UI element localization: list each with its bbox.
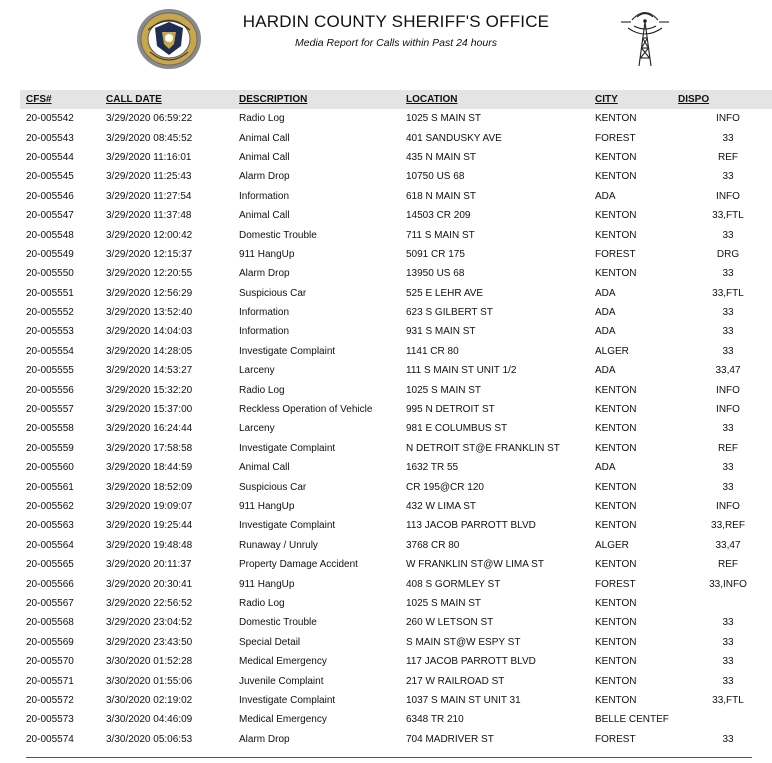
column-header-location: LOCATION xyxy=(406,94,458,105)
location-cell: 435 N MAIN ST xyxy=(406,151,477,163)
description-cell: Property Damage Accident xyxy=(239,559,358,571)
table-row xyxy=(20,284,772,303)
description-cell: Information xyxy=(239,326,290,338)
city-cell: KENTON xyxy=(595,210,637,222)
location-cell: 111 S MAIN ST UNIT 1/2 xyxy=(406,365,517,377)
cfs-cell: 20-005549 xyxy=(26,248,74,260)
dispo-cell: REF xyxy=(718,151,738,163)
description-cell: Animal Call xyxy=(239,151,290,163)
description-cell: Reckless Operation of Vehicle xyxy=(239,404,373,416)
city-cell: KENTON xyxy=(595,617,637,629)
call-date-cell: 3/29/2020 17:58:58 xyxy=(106,442,193,454)
city-cell: KENTON xyxy=(595,636,637,648)
cfs-cell: 20-005573 xyxy=(26,714,74,726)
table-row xyxy=(20,264,772,283)
location-cell: 711 S MAIN ST xyxy=(406,229,475,241)
call-date-cell: 3/29/2020 14:28:05 xyxy=(106,345,193,357)
call-date-cell: 3/29/2020 14:04:03 xyxy=(106,326,193,338)
table-row xyxy=(20,691,772,710)
table-row xyxy=(20,380,772,399)
description-cell: 911 HangUp xyxy=(239,501,295,512)
call-date-cell: 3/29/2020 08:45:52 xyxy=(106,132,193,144)
report-title: HARDIN COUNTY SHERIFF'S OFFICE xyxy=(242,12,550,31)
call-date-cell: 3/30/2020 02:19:02 xyxy=(106,694,193,706)
dispo-cell xyxy=(678,710,772,729)
city-cell: KENTON xyxy=(595,423,637,435)
description-cell: Investigate Complaint xyxy=(239,694,336,706)
city-cell: KENTON xyxy=(595,113,637,125)
call-date-cell: 3/29/2020 11:27:54 xyxy=(106,190,192,202)
dispo-cell: 33 xyxy=(722,171,734,183)
description-cell: Radio Log xyxy=(239,597,285,609)
cfs-cell: 20-005571 xyxy=(26,675,74,687)
table-row xyxy=(20,206,772,225)
dispo-cell: INFO xyxy=(716,190,740,202)
description-cell: 911 HangUp xyxy=(239,578,295,590)
calls-table xyxy=(20,90,772,749)
city-cell: KENTON xyxy=(595,559,637,571)
dispo-cell: 33 xyxy=(722,326,734,338)
cfs-cell: 20-005556 xyxy=(26,384,74,396)
city-cell: FOREST xyxy=(595,733,636,745)
description-cell: Information xyxy=(239,190,290,202)
city-cell: KENTON xyxy=(595,384,637,396)
location-cell: CR 195@CR 120 xyxy=(406,481,484,493)
city-cell: KENTON xyxy=(595,404,637,416)
dispo-cell: 33 xyxy=(722,656,734,668)
city-cell: KENTON xyxy=(595,171,637,183)
cfs-cell: 20-005565 xyxy=(26,559,74,571)
table-row xyxy=(20,225,772,244)
column-header-description: DESCRIPTION xyxy=(239,94,308,105)
dispo-cell: 33 xyxy=(722,733,734,745)
location-cell: 13950 US 68 xyxy=(406,268,465,280)
city-cell: ADA xyxy=(595,326,616,338)
table-row xyxy=(20,594,772,613)
table-row xyxy=(20,109,772,128)
location-cell: 10750 US 68 xyxy=(406,171,465,183)
call-date-cell: 3/29/2020 16:24:44 xyxy=(106,423,193,435)
location-cell: 1025 S MAIN ST xyxy=(406,113,482,125)
dispo-cell: REF xyxy=(718,559,738,571)
cfs-cell: 20-005569 xyxy=(26,636,74,648)
dispo-cell: 33 xyxy=(722,636,734,648)
cfs-cell: 20-005559 xyxy=(26,442,74,454)
description-cell: Suspicious Car xyxy=(239,481,307,493)
column-header-cfs: CFS# xyxy=(26,94,52,105)
table-row xyxy=(20,516,772,535)
dispo-cell: REF xyxy=(718,442,738,454)
description-cell: Alarm Drop xyxy=(239,733,290,745)
cfs-cell: 20-005547 xyxy=(26,210,74,222)
location-cell: 113 JACOB PARROTT BLVD xyxy=(406,520,536,532)
cfs-cell: 20-005566 xyxy=(26,578,74,590)
location-cell: 981 E COLUMBUS ST xyxy=(406,423,508,435)
city-cell: KENTON xyxy=(595,520,637,532)
cfs-cell: 20-005553 xyxy=(26,326,74,338)
city-cell: ADA xyxy=(595,287,616,299)
description-cell: Investigate Complaint xyxy=(239,442,336,454)
description-cell: Animal Call xyxy=(239,132,290,144)
location-cell: 704 MADRIVER ST xyxy=(406,733,494,745)
cfs-cell: 20-005555 xyxy=(26,365,74,377)
call-date-cell: 3/29/2020 12:15:37 xyxy=(106,248,193,260)
location-cell: 260 W LETSON ST xyxy=(406,617,494,629)
description-cell: Domestic Trouble xyxy=(239,229,317,241)
table-row xyxy=(20,613,772,632)
cfs-cell: 20-005550 xyxy=(26,268,74,280)
table-row xyxy=(20,400,772,419)
location-cell: 1025 S MAIN ST xyxy=(406,597,482,609)
dispo-cell: 33 xyxy=(722,423,734,435)
call-date-cell: 3/29/2020 23:43:50 xyxy=(106,636,193,648)
table-row xyxy=(20,671,772,690)
table-row xyxy=(20,536,772,555)
call-date-cell: 3/30/2020 01:52:28 xyxy=(106,656,193,668)
dispo-cell xyxy=(678,594,772,613)
table-row xyxy=(20,458,772,477)
dispo-cell: INFO xyxy=(716,113,740,125)
table-row xyxy=(20,439,772,458)
description-cell: Radio Log xyxy=(239,113,285,125)
description-cell: Larceny xyxy=(239,365,275,377)
cfs-cell: 20-005545 xyxy=(26,171,74,183)
call-date-cell: 3/29/2020 19:48:48 xyxy=(106,539,193,551)
description-cell: Information xyxy=(239,307,290,319)
table-row xyxy=(20,555,772,574)
cfs-cell: 20-005544 xyxy=(26,151,74,163)
description-cell: Suspicious Car xyxy=(239,287,307,299)
cfs-cell: 20-005557 xyxy=(26,404,74,416)
table-row xyxy=(20,187,772,206)
dispo-cell: 33,REF xyxy=(711,520,745,532)
table-row xyxy=(20,633,772,652)
description-cell: Radio Log xyxy=(239,384,285,396)
table-row xyxy=(20,322,772,341)
location-cell: 14503 CR 209 xyxy=(406,210,471,222)
city-cell: KENTON xyxy=(595,268,637,280)
dispo-cell: 33 xyxy=(722,268,734,280)
location-cell: 408 S GORMLEY ST xyxy=(406,578,501,590)
city-cell: KENTON xyxy=(595,229,637,241)
description-cell: Larceny xyxy=(239,423,275,435)
location-cell: 401 SANDUSKY AVE xyxy=(406,132,502,144)
description-cell: Investigate Complaint xyxy=(239,520,336,532)
call-date-cell: 3/29/2020 19:09:07 xyxy=(106,501,193,512)
call-date-cell: 3/29/2020 12:56:29 xyxy=(106,287,193,299)
cfs-cell: 20-005562 xyxy=(26,501,74,512)
location-cell: 1037 S MAIN ST UNIT 31 xyxy=(406,694,521,706)
dispo-cell: 33,FTL xyxy=(712,694,744,706)
report-subtitle: Media Report for Calls within Past 24 hours xyxy=(295,37,497,49)
city-cell: ALGER xyxy=(595,345,629,357)
dispo-cell: INFO xyxy=(716,501,740,512)
description-cell: 911 HangUp xyxy=(239,248,295,260)
dispo-cell: INFO xyxy=(716,404,740,416)
city-cell: ALGER xyxy=(595,539,629,551)
dispo-cell: 33,INFO xyxy=(709,578,747,590)
call-date-cell: 3/29/2020 06:59:22 xyxy=(106,113,193,125)
city-cell: KENTON xyxy=(595,151,637,163)
cfs-cell: 20-005548 xyxy=(26,229,74,241)
call-date-cell: 3/29/2020 11:37:48 xyxy=(106,210,192,222)
city-cell: ADA xyxy=(595,190,616,202)
description-cell: Special Detail xyxy=(239,636,301,648)
table-row xyxy=(20,342,772,361)
table-row xyxy=(20,148,772,167)
call-date-cell: 3/29/2020 19:25:44 xyxy=(106,520,193,532)
cfs-cell: 20-005570 xyxy=(26,656,74,668)
call-date-cell: 3/29/2020 12:00:42 xyxy=(106,229,193,241)
table-row xyxy=(20,477,772,496)
city-cell: KENTON xyxy=(595,501,637,512)
description-cell: Alarm Drop xyxy=(239,171,290,183)
call-date-cell: 3/29/2020 15:32:20 xyxy=(106,384,193,396)
dispo-cell: 33 xyxy=(722,481,734,493)
call-date-cell: 3/29/2020 22:56:52 xyxy=(106,597,193,609)
location-cell: 217 W RAILROAD ST xyxy=(406,675,505,687)
cfs-cell: 20-005558 xyxy=(26,423,74,435)
table-row xyxy=(20,730,772,749)
description-cell: Juvenile Complaint xyxy=(239,675,324,687)
city-cell: FOREST xyxy=(595,578,636,590)
city-cell: ADA xyxy=(595,307,616,319)
footer-rule xyxy=(26,757,752,758)
city-cell: KENTON xyxy=(595,442,637,454)
dispo-cell: 33 xyxy=(722,345,734,357)
city-cell: KENTON xyxy=(595,481,637,493)
location-cell: N DETROIT ST@E FRANKLIN ST xyxy=(406,442,560,454)
cfs-cell: 20-005551 xyxy=(26,287,74,299)
dispo-cell: INFO xyxy=(716,384,740,396)
description-cell: Domestic Trouble xyxy=(239,617,317,629)
description-cell: Animal Call xyxy=(239,210,290,222)
location-cell: W FRANKLIN ST@W LIMA ST xyxy=(406,559,544,571)
dispo-cell: 33 xyxy=(722,307,734,319)
location-cell: 117 JACOB PARROTT BLVD xyxy=(406,656,536,668)
dispo-cell: 33 xyxy=(722,617,734,629)
city-cell: BELLE CENTEF xyxy=(595,714,669,726)
call-date-cell: 3/30/2020 05:06:53 xyxy=(106,733,193,745)
location-cell: 1632 TR 55 xyxy=(406,462,459,474)
table-header-row xyxy=(20,90,772,109)
city-cell: FOREST xyxy=(595,132,636,144)
call-date-cell: 3/30/2020 04:46:09 xyxy=(106,714,193,726)
call-date-cell: 3/29/2020 15:37:00 xyxy=(106,404,193,416)
city-cell: KENTON xyxy=(595,675,637,687)
cfs-cell: 20-005542 xyxy=(26,113,74,125)
call-date-cell: 3/29/2020 20:30:41 xyxy=(106,578,193,590)
table-row xyxy=(20,710,772,729)
dispo-cell: 33,47 xyxy=(715,365,741,377)
call-date-cell: 3/29/2020 13:52:40 xyxy=(106,307,193,319)
city-cell: KENTON xyxy=(595,694,637,706)
location-cell: 6348 TR 210 xyxy=(406,714,464,726)
description-cell: Investigate Complaint xyxy=(239,345,336,357)
city-cell: ADA xyxy=(595,365,616,377)
column-header-dispo: DISPO xyxy=(678,94,710,105)
table-row xyxy=(20,245,772,264)
city-cell: ADA xyxy=(595,462,616,474)
location-cell: 623 S GILBERT ST xyxy=(406,307,493,319)
call-date-cell: 3/29/2020 18:44:59 xyxy=(106,462,193,474)
dispo-cell: 33,47 xyxy=(715,539,741,551)
description-cell: Medical Emergency xyxy=(239,656,327,668)
dispo-cell: DRG xyxy=(716,248,740,260)
location-cell: 931 S MAIN ST xyxy=(406,326,476,338)
cfs-cell: 20-005567 xyxy=(26,597,74,609)
table-row xyxy=(20,652,772,671)
column-header-city: CITY xyxy=(595,94,618,105)
cfs-cell: 20-005564 xyxy=(26,539,74,551)
location-cell: 1025 S MAIN ST xyxy=(406,384,482,396)
dispo-cell: 33 xyxy=(722,229,734,241)
location-cell: 995 N DETROIT ST xyxy=(406,404,495,416)
dispo-cell: 33,FTL xyxy=(712,210,744,222)
cfs-cell: 20-005572 xyxy=(26,694,74,706)
dispo-cell: 33 xyxy=(722,462,734,474)
table-row xyxy=(20,574,772,593)
call-date-cell: 3/29/2020 23:04:52 xyxy=(106,617,193,629)
cfs-cell: 20-005563 xyxy=(26,520,74,532)
dispo-cell: 33 xyxy=(722,675,734,687)
dispo-cell: 33 xyxy=(722,132,734,144)
description-cell: Alarm Drop xyxy=(239,268,290,280)
cfs-cell: 20-005552 xyxy=(26,307,74,319)
location-cell: 618 N MAIN ST xyxy=(406,190,477,202)
dispo-cell: 33,FTL xyxy=(712,287,744,299)
call-date-cell: 3/29/2020 11:25:43 xyxy=(106,171,192,183)
location-cell: 1141 CR 80 xyxy=(406,345,459,357)
call-date-cell: 3/29/2020 12:20:55 xyxy=(106,268,193,280)
location-cell: 5091 CR 175 xyxy=(406,248,465,260)
location-cell: S MAIN ST@W ESPY ST xyxy=(406,636,521,648)
table-row xyxy=(20,419,772,438)
location-cell: 3768 CR 80 xyxy=(406,539,460,551)
cfs-cell: 20-005554 xyxy=(26,345,74,357)
call-date-cell: 3/29/2020 18:52:09 xyxy=(106,481,193,493)
location-cell: 525 E LEHR AVE xyxy=(406,287,484,299)
column-header-call-date: CALL DATE xyxy=(106,94,162,105)
city-cell: KENTON xyxy=(595,597,637,609)
description-cell: Animal Call xyxy=(239,462,290,474)
cfs-cell: 20-005543 xyxy=(26,132,74,144)
city-cell: FOREST xyxy=(595,248,636,260)
table-row xyxy=(20,361,772,380)
call-date-cell: 3/30/2020 01:55:06 xyxy=(106,675,193,687)
cfs-cell: 20-005574 xyxy=(26,733,74,745)
description-cell: Runaway / Unruly xyxy=(239,539,318,551)
cfs-cell: 20-005560 xyxy=(26,462,74,474)
table-row xyxy=(20,167,772,186)
cfs-cell: 20-005546 xyxy=(26,190,74,202)
city-cell: KENTON xyxy=(595,656,637,668)
cfs-cell: 20-005568 xyxy=(26,617,74,629)
call-date-cell: 3/29/2020 20:11:37 xyxy=(106,559,192,571)
table-row xyxy=(20,497,772,516)
cfs-cell: 20-005561 xyxy=(26,481,74,493)
description-cell: Medical Emergency xyxy=(239,714,327,726)
location-cell: 432 W LIMA ST xyxy=(406,501,477,512)
table-row xyxy=(20,128,772,147)
call-date-cell: 3/29/2020 11:16:01 xyxy=(106,151,192,163)
call-date-cell: 3/29/2020 14:53:27 xyxy=(106,365,193,377)
table-row xyxy=(20,303,772,322)
